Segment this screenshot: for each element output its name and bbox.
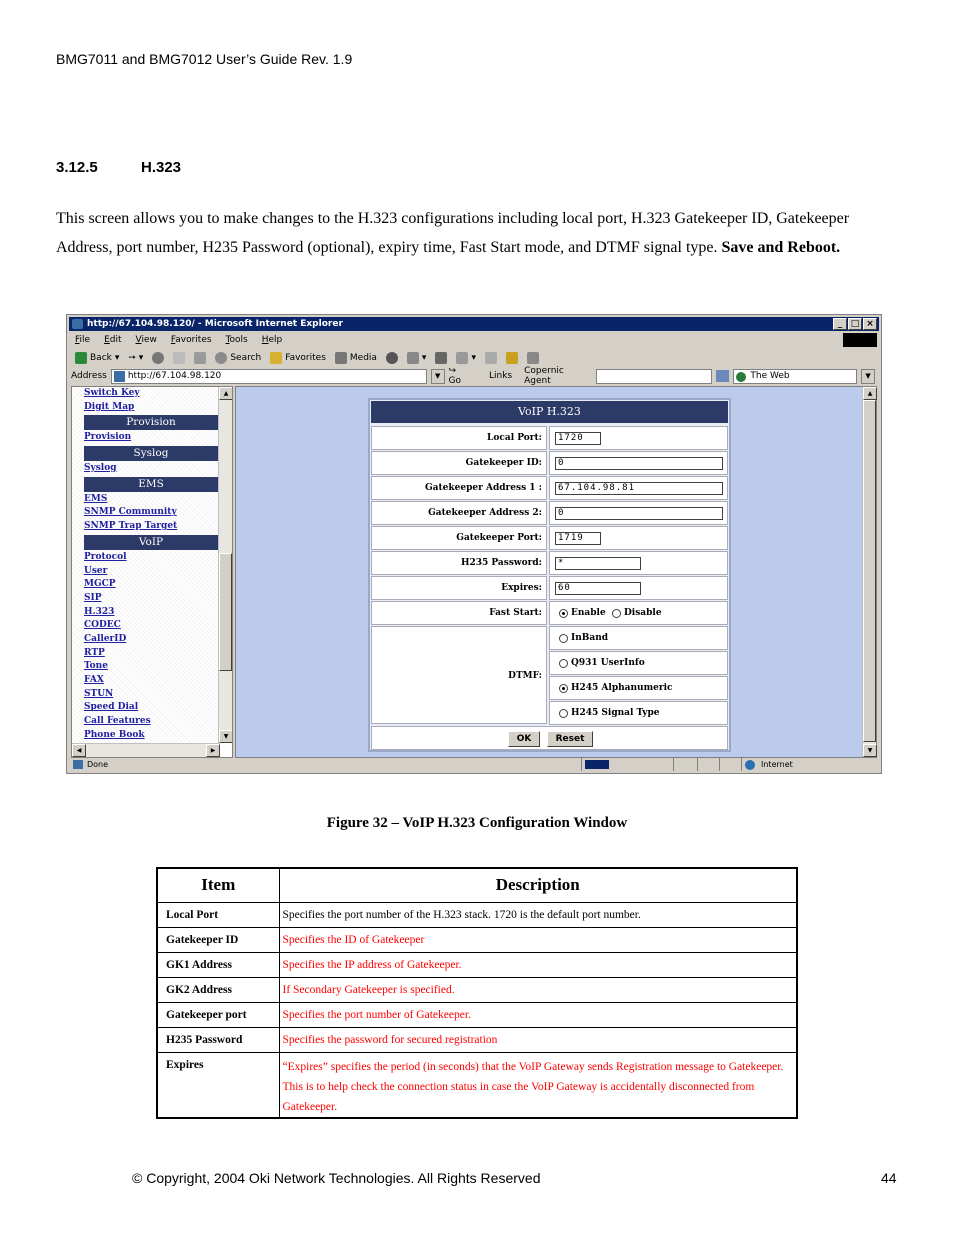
fast-start-disable-label: Disable bbox=[624, 608, 662, 618]
scroll-right-icon[interactable]: ▶ bbox=[206, 744, 220, 757]
dtmf-h245-alpha-radio[interactable] bbox=[559, 683, 672, 693]
web-search-select[interactable] bbox=[733, 369, 857, 384]
section-number: 3.12.5 bbox=[56, 159, 98, 176]
search-icon bbox=[215, 352, 227, 364]
h235-password-input[interactable]: * bbox=[555, 557, 641, 570]
table-row bbox=[157, 977, 797, 1002]
mail-icon bbox=[407, 352, 419, 364]
dtmf-q931-label: Q931 UserInfo bbox=[571, 658, 645, 668]
browser-toolbar bbox=[75, 350, 539, 366]
scroll-left-icon[interactable]: ◀ bbox=[72, 744, 86, 757]
description-column-header: Description bbox=[279, 868, 797, 902]
dtmf-inband-radio[interactable] bbox=[559, 633, 608, 643]
discuss-icon bbox=[485, 352, 497, 364]
back-label: Back bbox=[90, 353, 112, 363]
expires-cell bbox=[549, 576, 728, 600]
browser-window bbox=[66, 314, 882, 774]
dtmf-q931-radio[interactable] bbox=[559, 658, 645, 668]
table-row bbox=[157, 1027, 797, 1052]
h235-password-cell bbox=[549, 551, 728, 575]
ie-icon bbox=[72, 319, 83, 329]
address-label: Address bbox=[71, 371, 107, 381]
print-icon bbox=[435, 352, 447, 364]
nav-link-tone[interactable]: Tone bbox=[84, 661, 108, 672]
search-label: Search bbox=[230, 353, 262, 363]
h323-form bbox=[368, 398, 731, 752]
gatekeeper-id-input[interactable]: 0 bbox=[555, 457, 723, 470]
gatekeeper-address1-input[interactable]: 67.104.98.81 bbox=[555, 482, 723, 495]
table-cell-description: Specifies the IP address of Gatekeeper. bbox=[279, 952, 797, 977]
gatekeeper-address2-input[interactable]: 0 bbox=[555, 507, 723, 520]
page-number: 44 bbox=[881, 1170, 897, 1186]
document-header: BMG7011 and BMG7012 User’s Guide Rev. 1.9 bbox=[56, 51, 353, 67]
table-cell-item: H235 Password bbox=[157, 1027, 279, 1052]
refresh-button[interactable] bbox=[173, 350, 185, 366]
favorites-icon bbox=[270, 352, 282, 364]
gatekeeper-port-label: Gatekeeper Port: bbox=[371, 526, 547, 550]
address-value: http://67.104.98.120 bbox=[127, 370, 222, 381]
history-button[interactable] bbox=[386, 350, 398, 366]
edit-icon bbox=[456, 352, 468, 364]
table-cell-description: “Expires” specifies the period (in seconds) that the VoIP Gateway sends Registration message to Gatekeeper. This is to help check the connection status in case the VoIP Gateway is accidentally disconnected from Gatekeeper. bbox=[279, 1052, 797, 1118]
back-button[interactable]: Back ▾ bbox=[75, 350, 119, 366]
mail-button[interactable]: ▾ bbox=[407, 350, 427, 366]
dtmf-h245-alpha-cell bbox=[549, 676, 728, 700]
nav-link-mgcp[interactable]: MGCP bbox=[84, 579, 116, 590]
home-icon bbox=[194, 352, 206, 364]
table-row bbox=[157, 952, 797, 977]
radio-selected-icon bbox=[559, 684, 568, 693]
maximize-button[interactable]: □ bbox=[848, 318, 862, 330]
menu-edit[interactable]: Edit bbox=[104, 335, 122, 345]
fast-start-disable-radio[interactable] bbox=[612, 608, 662, 618]
gatekeeper-address2-label: Gatekeeper Address 2: bbox=[371, 501, 547, 525]
gatekeeper-port-input[interactable]: 1719 bbox=[555, 532, 601, 545]
back-arrow-icon bbox=[75, 352, 87, 364]
table-row bbox=[157, 927, 797, 952]
local-port-row bbox=[371, 426, 728, 450]
nav-link-snmp-trap-target[interactable]: SNMP Trap Target bbox=[84, 521, 178, 532]
status-divider bbox=[581, 758, 582, 771]
dtmf-inband-label: InBand bbox=[571, 633, 609, 643]
nav-link-callerid[interactable]: CallerID bbox=[84, 633, 127, 644]
section-title: H.323 bbox=[141, 159, 182, 176]
nav-head-provision: Provision bbox=[84, 415, 218, 430]
table-cell-description: Specifies the port number of the H.323 stack. 1720 is the default port number. bbox=[279, 902, 797, 927]
radio-empty-icon bbox=[559, 634, 568, 643]
h235-password-row bbox=[371, 551, 728, 575]
copyright-footer: © Copyright, 2004 Oki Network Technologies. All Rights Reserved bbox=[132, 1170, 541, 1186]
print-button[interactable] bbox=[435, 350, 447, 366]
dtmf-q931-cell bbox=[549, 651, 728, 675]
table-header-row bbox=[157, 868, 797, 902]
gatekeeper-id-row bbox=[371, 451, 728, 475]
left-nav-horizontal-scrollbar[interactable] bbox=[72, 743, 220, 757]
gatekeeper-address2-row bbox=[371, 501, 728, 525]
table-cell-item: Gatekeeper port bbox=[157, 1002, 279, 1027]
gatekeeper-address1-cell bbox=[549, 476, 728, 500]
fast-start-enable-radio[interactable] bbox=[559, 608, 606, 618]
intro-bold-text: Save and Reboot. bbox=[721, 239, 841, 256]
internet-zone-icon bbox=[745, 760, 755, 770]
dtmf-h245-alpha-label: H245 Alphanumeric bbox=[571, 683, 673, 693]
scroll-down-icon[interactable]: ▼ bbox=[863, 744, 877, 757]
intro-text: This screen allows you to make changes to the H.323 configurations including local port, H.323 Gatekeeper ID, Gatekeeper Address, port number, H235 Password (optional), expiry time, Fast Start mode, and DTMF signal type. bbox=[56, 210, 850, 256]
left-nav-background bbox=[72, 387, 220, 743]
nav-link-h323[interactable]: H.323 bbox=[84, 606, 115, 617]
expires-label: Expires: bbox=[371, 576, 547, 600]
menu-tools[interactable]: Tools bbox=[225, 335, 248, 345]
gatekeeper-address2-cell bbox=[549, 501, 728, 525]
nav-link-rtp[interactable]: RTP bbox=[84, 647, 105, 658]
address-dropdown[interactable]: ▼ bbox=[431, 369, 445, 384]
dtmf-label: DTMF: bbox=[371, 626, 547, 724]
page-icon bbox=[114, 371, 125, 382]
description-table bbox=[156, 867, 798, 1119]
messenger-button[interactable] bbox=[506, 350, 518, 366]
table-cell-item: GK1 Address bbox=[157, 952, 279, 977]
nav-link-protocol[interactable]: Protocol bbox=[84, 551, 127, 562]
fast-start-row bbox=[371, 601, 728, 625]
fast-start-cell bbox=[549, 601, 728, 625]
menu-file[interactable]: File bbox=[75, 335, 91, 345]
nav-link-user[interactable]: User bbox=[84, 565, 108, 576]
dtmf-group bbox=[370, 626, 729, 724]
menu-bar bbox=[75, 333, 282, 347]
dtmf-h245-signal-radio[interactable] bbox=[559, 708, 660, 718]
nav-link-phone-book[interactable]: Phone Book bbox=[84, 729, 145, 740]
table-cell-description: Specifies the ID of Gatekeeper bbox=[279, 927, 797, 952]
table-row bbox=[157, 1002, 797, 1027]
gatekeeper-address1-row bbox=[371, 476, 728, 500]
table-row bbox=[157, 1052, 797, 1118]
gatekeeper-address1-label: Gatekeeper Address 1 : bbox=[371, 476, 547, 500]
research-button[interactable] bbox=[527, 350, 539, 366]
history-icon bbox=[386, 352, 398, 364]
content-frame bbox=[235, 386, 877, 758]
table-row bbox=[157, 902, 797, 927]
left-nav-frame bbox=[71, 386, 233, 758]
section-heading bbox=[56, 159, 181, 176]
nav-link-call-features[interactable]: Call Features bbox=[84, 716, 151, 727]
scroll-up-icon[interactable]: ▲ bbox=[863, 387, 877, 400]
figure-caption: Figure 32 – VoIP H.323 Configuration Window bbox=[326, 815, 628, 831]
status-divider bbox=[741, 758, 742, 771]
table-cell-item: Gatekeeper ID bbox=[157, 927, 279, 952]
security-zone bbox=[745, 758, 793, 771]
progress-bar bbox=[585, 760, 609, 769]
discuss-button[interactable] bbox=[485, 350, 497, 366]
gatekeeper-id-label: Gatekeeper ID: bbox=[371, 451, 547, 475]
radio-empty-icon bbox=[559, 659, 568, 668]
reset-button[interactable]: Reset bbox=[547, 731, 593, 747]
menu-view[interactable]: View bbox=[135, 335, 157, 345]
refresh-icon bbox=[173, 352, 185, 364]
table-cell-item: Expires bbox=[157, 1052, 279, 1118]
window-controls bbox=[833, 318, 877, 330]
copernic-agent-label: Copernic Agent bbox=[524, 366, 564, 386]
nav-link-ems[interactable]: EMS bbox=[84, 493, 108, 504]
links-button[interactable]: Links bbox=[488, 371, 513, 381]
local-port-cell bbox=[549, 426, 728, 450]
nav-link-sip[interactable]: SIP bbox=[84, 592, 102, 603]
status-done-label: Done bbox=[87, 760, 109, 769]
menu-help[interactable]: Help bbox=[261, 335, 283, 345]
gatekeeper-id-cell bbox=[549, 451, 728, 475]
fast-start-label: Fast Start: bbox=[371, 601, 547, 625]
menu-favorites[interactable]: Favorites bbox=[170, 335, 212, 345]
nav-link-stun[interactable]: STUN bbox=[84, 688, 114, 699]
dtmf-h245-signal-cell bbox=[549, 701, 728, 725]
windows-logo-icon bbox=[843, 333, 877, 347]
search-button[interactable] bbox=[215, 350, 261, 366]
table-cell-item: Local Port bbox=[157, 902, 279, 927]
status-divider bbox=[697, 758, 698, 771]
address-bar bbox=[71, 368, 875, 384]
nav-head-syslog: Syslog bbox=[84, 446, 218, 461]
expires-input[interactable]: 60 bbox=[555, 582, 641, 595]
close-button[interactable]: × bbox=[863, 318, 877, 330]
nav-link-provision[interactable]: Provision bbox=[84, 432, 132, 443]
address-input[interactable] bbox=[111, 369, 427, 384]
dtmf-h245-signal-label: H245 Signal Type bbox=[571, 708, 660, 718]
media-button[interactable] bbox=[335, 350, 377, 366]
zone-label: Internet bbox=[761, 760, 793, 769]
item-column-header: Item bbox=[157, 868, 279, 902]
radio-selected-icon bbox=[559, 609, 568, 618]
local-port-input[interactable]: 1720 bbox=[555, 432, 601, 445]
nav-list bbox=[84, 387, 218, 742]
table-cell-description: Specifies the port number of Gatekeeper. bbox=[279, 1002, 797, 1027]
nav-link-fax[interactable]: FAX bbox=[84, 675, 104, 685]
h235-password-label: H235 Password: bbox=[371, 551, 547, 575]
web-search-dropdown[interactable]: ▼ bbox=[861, 369, 875, 384]
nav-head-voip: VoIP bbox=[84, 535, 218, 550]
nav-link-snmp-community[interactable]: SNMP Community bbox=[84, 507, 177, 518]
content-vertical-scrollbar[interactable] bbox=[862, 387, 876, 757]
left-nav-vertical-scrollbar[interactable] bbox=[218, 387, 232, 743]
local-port-label: Local Port: bbox=[371, 426, 547, 450]
scroll-up-icon[interactable]: ▲ bbox=[219, 387, 233, 400]
form-title: VoIP H.323 bbox=[371, 401, 728, 423]
nav-head-ems: EMS bbox=[84, 477, 218, 492]
nav-link-speed-dial[interactable]: Speed Dial bbox=[84, 702, 139, 713]
nav-link-digit-map[interactable]: Digit Map bbox=[84, 401, 135, 412]
minimize-button[interactable]: _ bbox=[833, 318, 847, 330]
go-button[interactable]: ↪ Go bbox=[448, 366, 462, 386]
research-icon bbox=[527, 352, 539, 364]
status-divider bbox=[719, 758, 720, 771]
favorites-button[interactable] bbox=[270, 350, 326, 366]
messenger-icon bbox=[506, 352, 518, 364]
scroll-down-icon[interactable]: ▼ bbox=[219, 730, 233, 743]
radio-empty-icon bbox=[559, 709, 568, 718]
stop-button[interactable] bbox=[152, 350, 164, 366]
nav-link-switch-key[interactable]: Switch Key bbox=[84, 388, 140, 398]
copernic-search-icon[interactable] bbox=[716, 370, 730, 382]
favorites-label: Favorites bbox=[285, 353, 326, 363]
status-divider bbox=[673, 758, 674, 771]
fast-start-enable-label: Enable bbox=[571, 608, 606, 618]
left-nav-scroll-thumb[interactable] bbox=[219, 553, 232, 671]
forward-button[interactable]: ➙ ▾ bbox=[128, 353, 144, 363]
dtmf-inband-cell bbox=[549, 626, 728, 650]
nav-link-syslog[interactable]: Syslog bbox=[84, 463, 117, 474]
gatekeeper-port-row bbox=[371, 526, 728, 550]
status-text bbox=[71, 758, 108, 771]
home-button[interactable] bbox=[194, 350, 206, 366]
browser-title: http://67.104.98.120/ - Microsoft Internet Explorer bbox=[87, 319, 343, 329]
copernic-search-input[interactable] bbox=[596, 369, 712, 384]
table-cell-description: Specifies the password for secured registration bbox=[279, 1027, 797, 1052]
expires-row bbox=[371, 576, 728, 600]
stop-icon bbox=[152, 352, 164, 364]
globe-icon bbox=[736, 372, 746, 382]
radio-empty-icon bbox=[612, 609, 621, 618]
media-label: Media bbox=[349, 353, 377, 363]
edit-button[interactable]: ▾ bbox=[456, 350, 476, 366]
intro-paragraph bbox=[56, 204, 896, 262]
table-cell-item: GK2 Address bbox=[157, 977, 279, 1002]
table-cell-description: If Secondary Gatekeeper is specified. bbox=[279, 977, 797, 1002]
media-icon bbox=[335, 352, 347, 364]
content-scroll-thumb[interactable] bbox=[863, 400, 876, 742]
nav-link-codec[interactable]: CODEC bbox=[84, 620, 121, 631]
go-label: Go bbox=[448, 376, 462, 386]
browser-titlebar bbox=[69, 317, 879, 331]
page-done-icon bbox=[73, 760, 83, 769]
form-buttons-row bbox=[371, 726, 728, 750]
web-search-label: The Web bbox=[750, 370, 790, 381]
ok-button[interactable]: OK bbox=[508, 731, 540, 747]
gatekeeper-port-cell bbox=[549, 526, 728, 550]
status-bar bbox=[69, 758, 879, 771]
